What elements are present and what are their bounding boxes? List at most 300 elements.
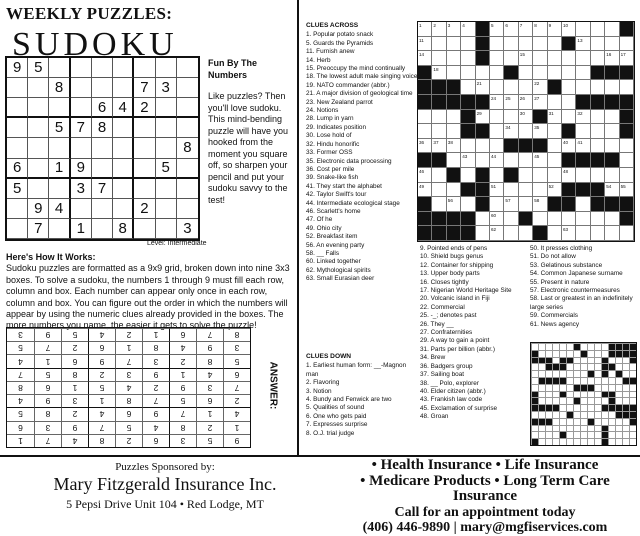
clue-item: 17. Nigerian World Heritage Site <box>420 287 512 295</box>
crossword-cell: 52 <box>548 183 562 198</box>
answer-cell: 4 <box>88 328 115 341</box>
crossword-cell <box>476 66 490 81</box>
answer-crossword-cell <box>538 425 545 432</box>
sudoku-cell <box>113 159 134 179</box>
answer-crossword-cell <box>566 404 573 411</box>
sudoku-cell <box>71 199 92 219</box>
crossword-cell: 5 <box>490 22 504 37</box>
sudoku-cell <box>177 179 198 199</box>
answer-crossword-cell <box>531 377 538 384</box>
crossword-cell <box>605 139 619 154</box>
answer-crossword-cell <box>531 350 538 357</box>
crossword-cell <box>432 37 446 52</box>
crossword-cell <box>432 212 446 227</box>
clue-item: 3. Notion <box>306 387 332 395</box>
answer-crossword-cell <box>566 411 573 418</box>
answer-cell: 9 <box>142 407 169 420</box>
answer-crossword-cell <box>566 384 573 391</box>
crossword-cell <box>533 51 547 66</box>
crossword-cell <box>461 110 475 125</box>
answer-cell: 5 <box>169 394 196 407</box>
clue-item: 22. Commercial <box>420 303 465 311</box>
crossword-answer <box>530 342 637 446</box>
crossword-cell: 10 <box>562 22 576 37</box>
crossword-cell <box>490 197 504 212</box>
crossword-cell <box>447 183 461 198</box>
crossword-cell <box>490 168 504 183</box>
answer-cell: 6 <box>223 368 250 381</box>
sudoku-cell <box>28 118 49 138</box>
clue-item: 4. Bundy and Fenwick are two <box>306 396 392 404</box>
clue-item: 28. Lump in yarn <box>306 115 354 123</box>
sudoku-cell <box>28 138 49 158</box>
crossword-cell: 36 <box>418 139 432 154</box>
answer-cell: 8 <box>115 394 142 407</box>
answer-crossword-cell <box>545 438 552 445</box>
crossword-cell <box>533 66 547 81</box>
crossword-cell: 2 <box>432 22 446 37</box>
answer-crossword-cell <box>594 377 601 384</box>
crossword-cell <box>576 183 590 198</box>
how-it-works <box>6 252 292 332</box>
answer-crossword-cell <box>587 391 594 398</box>
answer-crossword-cell <box>566 397 573 404</box>
answer-cell: 2 <box>223 394 250 407</box>
answer-crossword-cell <box>601 357 608 364</box>
answer-crossword-cell <box>580 377 587 384</box>
sudoku-cell <box>134 138 155 158</box>
crossword-cell <box>461 124 475 139</box>
answer-crossword-cell <box>601 438 608 445</box>
sudoku-cell <box>177 78 198 98</box>
clue-item: 25. -_; denotes past <box>420 312 477 320</box>
answer-cell: 4 <box>196 368 223 381</box>
answer-crossword-cell <box>538 363 545 370</box>
clue-item: 26. They __ <box>420 320 454 328</box>
crossword-cell <box>447 226 461 241</box>
sudoku-cell: 5 <box>28 58 49 78</box>
answer-cell: 3 <box>169 434 196 447</box>
answer-crossword-cell <box>573 350 580 357</box>
answer-crossword-cell <box>629 363 636 370</box>
clue-item: 43. Frankish law code <box>420 396 483 404</box>
answer-crossword-cell <box>587 377 594 384</box>
crossword-cell <box>418 153 432 168</box>
crossword-cell <box>432 80 446 95</box>
answer-crossword-cell <box>531 431 538 438</box>
crossword-cell: 38 <box>447 139 461 154</box>
answer-crossword-cell <box>531 391 538 398</box>
answer-crossword-cell <box>552 357 559 364</box>
clue-item: 31. Parts per billion (abbr.) <box>420 345 495 353</box>
answer-label-wrap <box>255 332 291 444</box>
clues-down <box>306 353 418 438</box>
crossword-cell <box>548 66 562 81</box>
answer-crossword-cell <box>538 370 545 377</box>
crossword-cell <box>447 37 461 52</box>
answer-cell: 3 <box>196 381 223 394</box>
answer-crossword-cell <box>608 404 615 411</box>
answer-crossword-cell <box>587 438 594 445</box>
clue-item: 29. Indicates position <box>306 123 367 131</box>
answer-cell: 7 <box>169 407 196 420</box>
crossword-cell <box>562 124 576 139</box>
answer-cell: 5 <box>34 368 61 381</box>
crossword-cell <box>447 95 461 110</box>
crossword-cell <box>519 124 533 139</box>
fun-text: Like puzzles? Then you'll love sudoku. This mind-bending puzzle will have you hooked from the moment you square off, so sharpen your pencil and put your sudoku savvy to the test! <box>208 91 289 205</box>
clue-item: 5. Guards the Pyramids <box>306 39 374 47</box>
answer-crossword-cell <box>615 438 622 445</box>
crossword-cell <box>504 139 518 154</box>
sudoku-cell <box>156 118 177 138</box>
crossword-cell <box>605 212 619 227</box>
clue-item: 57. Electronic countermeasures <box>530 287 620 295</box>
crossword-cell <box>576 66 590 81</box>
clue-item: 30. Lose hold of <box>306 132 352 140</box>
crossword-cell: 44 <box>490 153 504 168</box>
crossword-cell: 31 <box>548 110 562 125</box>
sudoku-cell <box>49 98 70 118</box>
answer-crossword-cell <box>580 350 587 357</box>
crossword-cell <box>476 183 490 198</box>
crossword-cell <box>461 80 475 95</box>
answer-crossword-cell <box>629 350 636 357</box>
fun-title: Fun By The Numbers <box>208 58 257 80</box>
answer-crossword-cell <box>587 431 594 438</box>
clue-item: 21. A major division of geological time <box>306 90 413 98</box>
answer-cell: 8 <box>88 434 115 447</box>
sudoku-cell: 8 <box>92 118 113 138</box>
answer-crossword-cell <box>559 377 566 384</box>
crossword-cell <box>533 110 547 125</box>
crossword-cell: 4 <box>461 22 475 37</box>
answer-cell: 7 <box>142 394 169 407</box>
answer-crossword-cell <box>566 363 573 370</box>
crossword-cell <box>504 153 518 168</box>
crossword-cell <box>447 51 461 66</box>
answer-crossword-cell <box>573 425 580 432</box>
column-divider <box>297 0 299 455</box>
crossword-cell <box>476 212 490 227</box>
answer-cell: 4 <box>142 421 169 434</box>
crossword-cell: 26 <box>519 95 533 110</box>
sudoku-cell <box>71 98 92 118</box>
crossword-cell: 56 <box>447 197 461 212</box>
answer-cell: 3 <box>223 341 250 354</box>
crossword-cell: 40 <box>562 139 576 154</box>
crossword-cell <box>447 110 461 125</box>
sudoku-answer <box>6 327 251 448</box>
answer-crossword-cell <box>566 418 573 425</box>
sudoku-cell <box>49 58 70 78</box>
answer-crossword-cell <box>622 384 629 391</box>
clue-item: 45. Exclamation of surprise <box>420 404 498 412</box>
crossword-cell <box>591 66 605 81</box>
answer-crossword-cell <box>629 391 636 398</box>
answer-cell: 2 <box>61 341 88 354</box>
crossword-cell <box>576 22 590 37</box>
sudoku-cell: 8 <box>49 78 70 98</box>
clue-item: 42. Taylor Swift's tour <box>306 191 367 199</box>
sudoku-title: SUDOKU <box>12 26 178 63</box>
sudoku-cell <box>7 118 28 138</box>
answer-crossword-cell <box>615 391 622 398</box>
answer-crossword-cell <box>531 404 538 411</box>
answer-crossword-cell <box>559 350 566 357</box>
sudoku-cell <box>177 159 198 179</box>
sudoku-cell <box>28 159 49 179</box>
clue-item: 44. Intermediate ecological stage <box>306 199 400 207</box>
answer-crossword-cell <box>622 363 629 370</box>
crossword-cell <box>447 66 461 81</box>
crossword-cell <box>519 139 533 154</box>
answer-crossword-cell <box>559 411 566 418</box>
answer-crossword-cell <box>545 363 552 370</box>
answer-crossword-cell <box>594 370 601 377</box>
clue-item: 11. Furnish anew <box>306 48 355 56</box>
answer-crossword-cell <box>601 370 608 377</box>
answer-cell: 1 <box>196 407 223 420</box>
answer-cell: 6 <box>7 421 34 434</box>
answer-crossword-cell <box>531 370 538 377</box>
answer-crossword-cell <box>587 418 594 425</box>
answer-crossword-cell <box>538 418 545 425</box>
answer-crossword-cell <box>545 357 552 364</box>
clue-item: 63. Small Eurasian deer <box>306 275 375 283</box>
crossword-cell <box>576 80 590 95</box>
crossword-cell <box>591 197 605 212</box>
crossword-cell: 24 <box>490 95 504 110</box>
answer-crossword-cell <box>608 411 615 418</box>
clue-item: 7. Expresses surprise <box>306 421 368 429</box>
answer-crossword-cell <box>622 438 629 445</box>
crossword-cell <box>605 168 619 183</box>
crossword-cell: 11 <box>418 37 432 52</box>
answer-crossword-cell <box>580 425 587 432</box>
crossword-cell: 58 <box>533 197 547 212</box>
crossword-cell: 30 <box>519 110 533 125</box>
crossword-cell <box>562 66 576 81</box>
crossword-cell <box>490 110 504 125</box>
clue-item: 58. __ Falls <box>306 249 340 257</box>
crossword-cell <box>605 37 619 52</box>
answer-cell: 4 <box>88 407 115 420</box>
answer-crossword-cell <box>622 418 629 425</box>
answer-crossword-cell <box>580 370 587 377</box>
answer-crossword-cell <box>580 343 587 350</box>
crossword-cell <box>576 51 590 66</box>
answer-crossword-cell <box>594 363 601 370</box>
answer-cell: 3 <box>61 394 88 407</box>
answer-crossword-cell <box>545 384 552 391</box>
clue-item: 8. O.J. trial judge <box>306 429 355 437</box>
clue-item: 18. The lowest adult male singing voice <box>306 73 418 81</box>
answer-crossword-cell <box>559 418 566 425</box>
sudoku-cell <box>49 179 70 199</box>
clue-item: 19. NATO commander (abbr.) <box>306 81 390 89</box>
answer-crossword-cell <box>552 363 559 370</box>
crossword-cell <box>432 51 446 66</box>
answer-cell: 3 <box>7 328 34 341</box>
answer-cell: 4 <box>223 407 250 420</box>
crossword-cell <box>548 212 562 227</box>
answer-cell: 5 <box>7 341 34 354</box>
crossword-cell: 1 <box>418 22 432 37</box>
clue-item: 56. An evening party <box>306 241 365 249</box>
sudoku-cell <box>92 159 113 179</box>
answer-crossword-cell <box>573 397 580 404</box>
answer-crossword-cell <box>601 363 608 370</box>
sudoku-cell <box>156 98 177 118</box>
crossword-cell <box>605 197 619 212</box>
crossword-cell <box>432 197 446 212</box>
answer-cell: 3 <box>142 354 169 367</box>
clue-item: 27. Confraternities <box>420 329 473 337</box>
answer-cell: 9 <box>34 394 61 407</box>
answer-crossword-cell <box>608 357 615 364</box>
crossword-cell <box>490 51 504 66</box>
answer-label: ANSWER: <box>267 361 279 410</box>
sudoku-cell <box>134 179 155 199</box>
sudoku-cell <box>156 58 177 78</box>
fun-box <box>208 58 294 206</box>
crossword-cell <box>591 226 605 241</box>
answer-crossword-cell <box>608 377 615 384</box>
clue-item: 36. Badgers group <box>420 362 473 370</box>
answer-crossword-cell <box>552 425 559 432</box>
answer-crossword-cell <box>545 391 552 398</box>
answer-crossword-cell <box>538 397 545 404</box>
crossword-cell <box>562 80 576 95</box>
answer-crossword-cell <box>594 404 601 411</box>
answer-crossword-cell <box>545 397 552 404</box>
crossword-cell: 41 <box>576 139 590 154</box>
sudoku-cell <box>113 179 134 199</box>
answer-crossword-cell <box>587 384 594 391</box>
crossword-cell <box>533 139 547 154</box>
sudoku-cell: 7 <box>92 179 113 199</box>
answer-crossword-cell <box>580 438 587 445</box>
crossword-cell: 15 <box>519 51 533 66</box>
clue-item: 49. Ohio city <box>306 224 342 232</box>
answer-cell: 1 <box>7 434 34 447</box>
clue-item: 58. Last or greatest in an indefinitely large series <box>530 295 633 311</box>
answer-cell: 7 <box>88 421 115 434</box>
answer-crossword-cell <box>552 404 559 411</box>
answer-cell: 1 <box>223 421 250 434</box>
answer-crossword-cell <box>580 404 587 411</box>
answer-crossword-cell <box>580 431 587 438</box>
clue-item: 20. Volcanic island in Fiji <box>420 295 490 303</box>
answer-crossword-cell <box>552 370 559 377</box>
crossword-cell <box>605 80 619 95</box>
clue-item: 41. They start the alphabet <box>306 182 382 190</box>
answer-cell: 2 <box>142 381 169 394</box>
answer-crossword-cell <box>573 418 580 425</box>
crossword-cell <box>562 212 576 227</box>
clue-item: 29. A way to gain a point <box>420 337 490 345</box>
sudoku-cell: 9 <box>71 159 92 179</box>
answer-cell: 9 <box>34 328 61 341</box>
answer-crossword-cell <box>566 370 573 377</box>
crossword-cell: 63 <box>562 226 576 241</box>
clue-item: 32. Hindu honorific <box>306 140 360 148</box>
crossword-cell <box>576 124 590 139</box>
crossword-cell <box>519 212 533 227</box>
answer-cell: 8 <box>142 341 169 354</box>
crossword-cell <box>418 95 432 110</box>
crossword-cell <box>605 110 619 125</box>
crossword-cell <box>461 168 475 183</box>
crossword-cell <box>490 124 504 139</box>
answer-crossword-cell <box>608 418 615 425</box>
sudoku-cell: 9 <box>28 199 49 219</box>
answer-cell: 6 <box>61 354 88 367</box>
crossword-cell <box>447 124 461 139</box>
crossword-cell <box>548 51 562 66</box>
answer-cell: 5 <box>88 381 115 394</box>
clue-item: 55. Present in nature <box>530 278 590 286</box>
crossword-cell <box>548 139 562 154</box>
answer-crossword-cell <box>629 411 636 418</box>
answer-crossword-cell <box>531 397 538 404</box>
answer-crossword-cell <box>545 404 552 411</box>
answer-crossword-cell <box>594 425 601 432</box>
answer-crossword-cell <box>594 350 601 357</box>
sudoku-cell: 3 <box>177 219 198 239</box>
answer-crossword-cell <box>622 404 629 411</box>
answer-crossword-cell <box>629 438 636 445</box>
crossword-cell <box>591 110 605 125</box>
insurance-ad <box>330 458 640 536</box>
crossword-cell <box>418 66 432 81</box>
answer-cell: 8 <box>7 381 34 394</box>
answer-crossword-cell <box>580 384 587 391</box>
answer-crossword-cell <box>608 363 615 370</box>
how-text: Sudoku puzzles are formatted as a 9x9 grid, broken down into nine 3x3 boxes. To solve a sudoku, the numbers 1 through 9 must fill each row, column and box. Each number can appear only once in each row, column and box. You can figure out the order in which the numbers will appear by using the numeric clues already provided in the boxes. The more numbers you name, the easier it gets to solve the puzzle! <box>6 263 290 331</box>
answer-cell: 4 <box>115 381 142 394</box>
crossword-cell <box>504 37 518 52</box>
answer-cell: 3 <box>34 421 61 434</box>
answer-crossword-cell <box>601 418 608 425</box>
crossword-cell <box>576 95 590 110</box>
answer-crossword-cell <box>552 384 559 391</box>
answer-crossword-cell <box>545 425 552 432</box>
crossword-cell <box>476 153 490 168</box>
sudoku-cell <box>156 138 177 158</box>
answer-crossword-cell <box>629 404 636 411</box>
crossword-cell <box>432 110 446 125</box>
answer-crossword-cell <box>622 357 629 364</box>
answer-crossword-cell <box>545 377 552 384</box>
crossword-cell: 27 <box>533 95 547 110</box>
sudoku-cell: 7 <box>71 118 92 138</box>
crossword-cell <box>490 139 504 154</box>
crossword-cell: 17 <box>620 51 634 66</box>
clue-item: 40. Elder citizen (abbr.) <box>420 387 486 395</box>
sudoku-cell: 5 <box>156 159 177 179</box>
crossword-cell <box>548 95 562 110</box>
answer-cell: 5 <box>61 328 88 341</box>
ins-line4: (406) 446-9890 | mary@mgfiservices.com <box>362 520 608 535</box>
clue-item: 37. Sailing boat <box>420 371 465 379</box>
answer-crossword-cell <box>601 431 608 438</box>
sudoku-cell: 4 <box>113 98 134 118</box>
crossword-cell <box>519 183 533 198</box>
clue-item: 2. Flavoring <box>306 379 340 387</box>
sudoku-cell <box>134 58 155 78</box>
